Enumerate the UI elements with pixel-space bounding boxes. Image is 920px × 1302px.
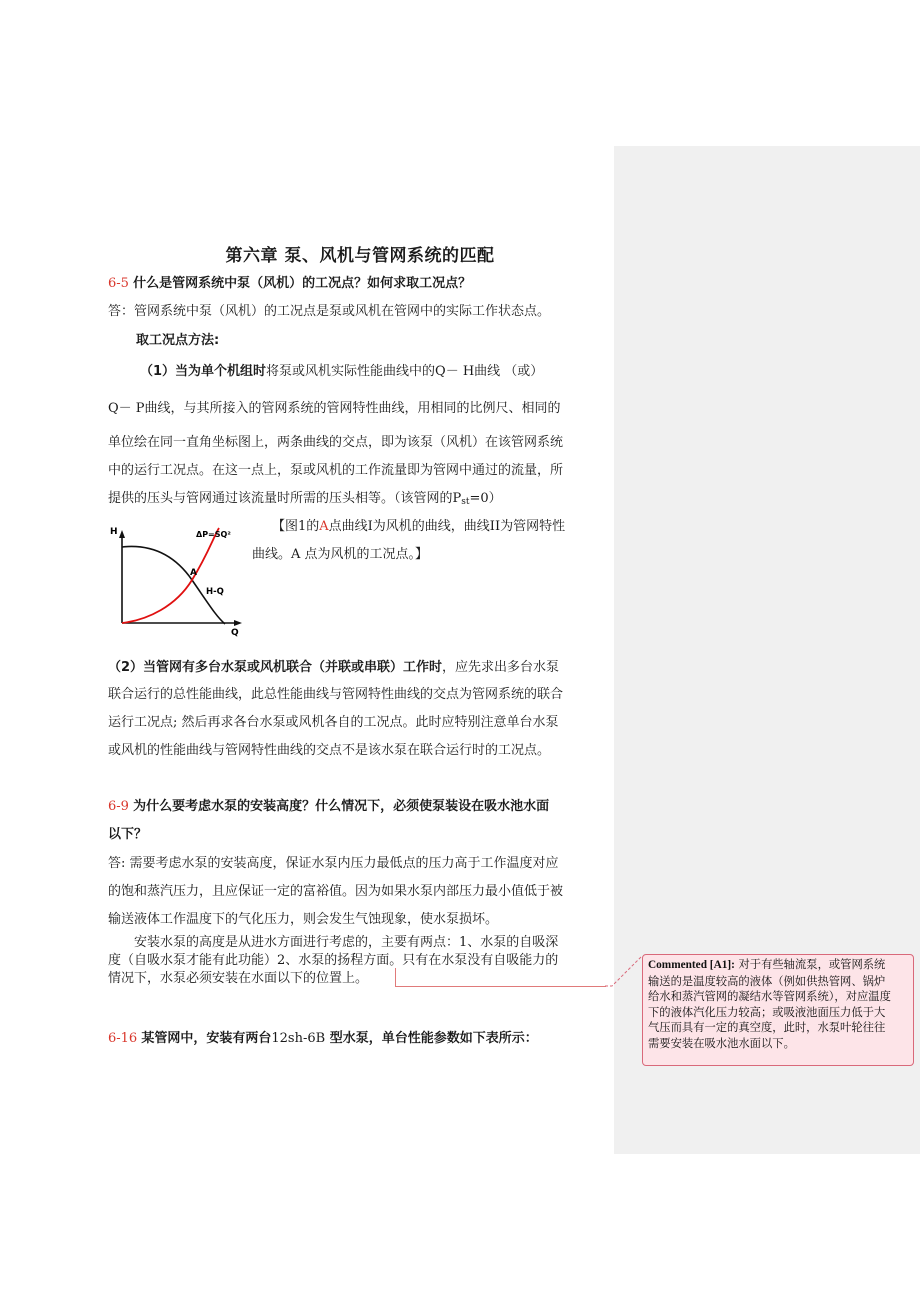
answer-line: 输送液体工作温度下的气化压力，则会发生气蚀现象，使水泵损坏。 — [108, 912, 499, 927]
subscript: st — [461, 497, 470, 507]
paragraph-line: 单位绘在同一直角坐标图上，两条曲线的交点，即为该泵（风机）在该管网系统 — [108, 435, 564, 450]
system-curve-label: ΔP=SQ² — [196, 530, 231, 539]
question-number: 6-16 — [108, 1031, 138, 1046]
text-segment: =0） — [469, 491, 502, 506]
working-point-diagram — [108, 520, 248, 642]
comment-balloon[interactable] — [642, 954, 914, 1066]
pump-curve-label: H-Q — [206, 587, 224, 597]
question-text: 什么是管网系统中泵（风机）的工况点？如何求取工况点？ — [133, 276, 472, 291]
question-number: 6-9 — [108, 799, 129, 814]
comment-text: 输送的是温度较高的液体（例如供热管网、锅炉 — [648, 974, 886, 988]
comment-anchor[interactable] — [395, 968, 606, 987]
install-line: 情况下，水泵必须安装在水面以下的位置上。 — [108, 971, 369, 986]
point-a-ref: A — [319, 519, 329, 534]
case-1-text: 将泵或风机实际性能曲线中的Q－ H曲线 （或） — [266, 364, 544, 379]
y-axis-arrow-icon — [119, 530, 125, 538]
answer-line: 的饱和蒸汽压力，且应保证一定的富裕值。因为如果水泵内部压力最小值低于被 — [108, 884, 564, 899]
answer-6-5: 答：管网系统中泵（风机）的工况点是泵或风机在管网中的实际工作状态点。 — [108, 304, 551, 319]
paragraph-line — [108, 490, 608, 511]
x-axis-arrow-icon — [234, 620, 242, 626]
comment-author: Commented [A1]: — [648, 959, 735, 971]
comment-text: 需要安装在吸水池水面以下。 — [648, 1036, 795, 1050]
comment-text: 下的液体汽化压力较高；或吸液池面压力低于大 — [648, 1005, 886, 1019]
comment-text: 气压而具有一定的真空度，此时，水泵叶轮往往 — [648, 1021, 886, 1034]
x-axis-label: Q — [231, 628, 239, 638]
paragraph-line: 或风机的性能曲线与管网特性曲线的交点不是该水泵在联合运行时的工况点。 — [108, 743, 551, 758]
comment-text: 对于有些轴流泵，或管网系统 — [734, 958, 886, 971]
install-line: 度（自吸水泵才能有此功能）2、水泵的扬程方面。只有在水泵没有自吸能力的 — [108, 953, 559, 968]
paragraph-line: 中的运行工况点。在这一点上，泵或风机的工作流量即为管网中通过的流量，所 — [108, 463, 564, 478]
question-text: 型水泵，单台性能参数如下表所示： — [325, 1031, 538, 1046]
working-point-label: A — [190, 568, 197, 578]
answer-line: 答: 需要考虑水泵的安装高度，保证水泵内压力最低点的压力高于工作温度对应 — [108, 856, 559, 871]
question-text-line-2: 以下？ — [108, 827, 148, 842]
case-2-line — [108, 659, 608, 677]
text-segment: 提供的压头与管网通过该流量时所需的压头相等。（该管网的P — [108, 491, 462, 506]
text-segment: ，应先求出多台水泵 — [442, 660, 560, 675]
question-6-5 — [108, 275, 608, 293]
install-line: 安装水泵的高度是从进水方面进行考虑的，主要有两点：1、水泵的自吸深 — [108, 935, 559, 950]
paragraph-line: 联合运行的总性能曲线，此总性能曲线与管网特性曲线的交点为管网系统的联合 — [108, 687, 564, 702]
question-text: 为什么要考虑水泵的安装高度？什么情况下，必须使泵装设在吸水池水面 — [133, 799, 550, 814]
text-segment: 点曲线I为风机的曲线，曲线II为管网特性 — [328, 519, 566, 534]
figure-note — [272, 518, 608, 536]
pump-model: 12sh-6B — [271, 1031, 326, 1046]
paragraph-line: 运行工况点; 然后再求各台水泵或风机各自的工况点。此时应特别注意单台水泵 — [108, 715, 559, 730]
figure-note-line-2: 曲线。A 点为风机的工况点。】 — [252, 547, 429, 562]
case-1-label: （1）当为单个机组时 — [140, 364, 267, 379]
comment-text: 给水和蒸汽管网的凝结水等管网系统），对应温度 — [648, 990, 891, 1003]
question-6-9 — [108, 798, 608, 816]
question-text: 某管网中，安装有两台 — [141, 1031, 272, 1046]
pump-curve-h-q — [122, 546, 225, 624]
question-number: 6-5 — [108, 276, 129, 291]
method-heading: 取工况点方法: — [136, 333, 220, 348]
question-6-16 — [108, 1030, 608, 1048]
case-1-line — [140, 363, 640, 381]
case-2-label: （2）当管网有多台水泵或风机联合（并联或串联）工作时 — [108, 660, 443, 675]
chapter-title: 第六章 泵、风机与管网系统的匹配 — [225, 246, 495, 266]
text-segment: 【图1的 — [272, 519, 320, 534]
y-axis-label: H — [110, 527, 118, 537]
paragraph-line: Q－ P曲线，与其所接入的管网系统的管网特性曲线，用相同的比例尺、相同的 — [108, 401, 561, 416]
system-curve — [122, 528, 219, 623]
